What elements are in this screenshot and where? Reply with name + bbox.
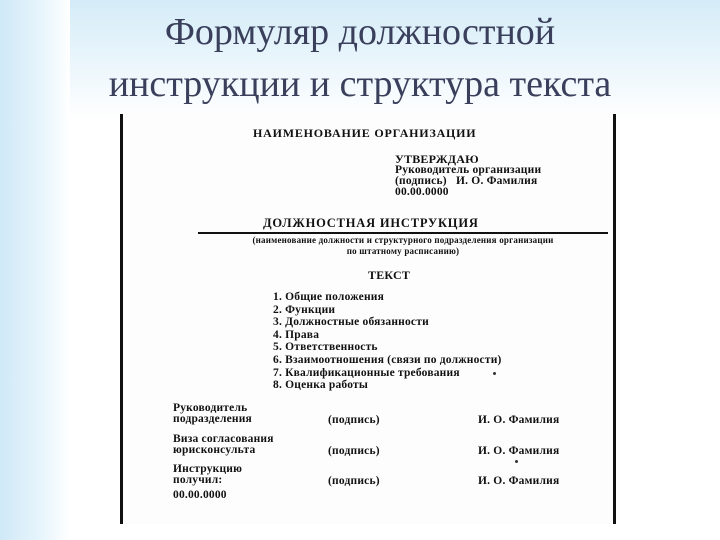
section-item: 4. Права: [273, 328, 320, 341]
section-item: 2. Функции: [273, 303, 336, 316]
approval-signature: (подпись): [395, 175, 447, 187]
signature-role-line2: юрисконсульта: [173, 444, 256, 456]
approval-date: 00.00.0000: [395, 186, 449, 198]
document-scan: [120, 114, 616, 524]
signature-placeholder: (подпись): [328, 414, 380, 426]
scan-speck: [515, 460, 518, 463]
position-note-line1: (наименование должности и структурного подразделения организации: [252, 235, 554, 245]
signature-role-line1: Инструкцию: [173, 463, 243, 475]
section-item: 8. Оценка работы: [273, 379, 369, 392]
section-item: 7. Квалификационные требования: [273, 366, 460, 379]
scan-speck: [493, 372, 496, 375]
section-item: 3. Должностные обязанности: [273, 316, 429, 329]
signature-role-head: [173, 403, 252, 425]
signature-placeholder: (подпись): [328, 475, 380, 487]
signature-role-employee: [173, 464, 242, 486]
approval-name: И. О. Фамилия: [456, 175, 538, 187]
slide-title-line2: инструкции и структура текста: [108, 63, 612, 105]
slide-title: [40, 6, 680, 110]
signature-name: И. О. Фамилия: [478, 445, 560, 457]
approval-block: [395, 154, 541, 198]
document-title: ДОЛЖНОСТНАЯ ИНСТРУКЦИЯ: [263, 216, 479, 230]
approval-heading: УТВЕРЖДАЮ: [395, 152, 479, 166]
signature-name: И. О. Фамилия: [478, 414, 560, 426]
signature-role-line1: Руководитель: [173, 402, 248, 414]
signature-placeholder: (подпись): [328, 445, 380, 457]
text-heading: ТЕКСТ: [368, 268, 411, 282]
signature-role-legal: [173, 434, 274, 456]
signature-name: И. О. Фамилия: [478, 475, 560, 487]
position-note-line2: по штатному расписанию): [346, 246, 460, 256]
title-underline: [198, 232, 608, 234]
final-date: 00.00.0000: [173, 489, 227, 501]
sections-list: [273, 291, 502, 392]
approval-position: Руководитель организации: [395, 164, 542, 176]
signature-role-line2: получил:: [173, 474, 223, 486]
slide-title-line1: Формуляр должностной: [164, 11, 556, 53]
section-item: 1. Общие положения: [273, 291, 385, 303]
section-item: 6. Взаимоотношения (связи по должности): [273, 353, 502, 366]
organization-name: НАИМЕНОВАНИЕ ОРГАНИЗАЦИИ: [253, 126, 477, 140]
signature-role-line1: Виза согласования: [173, 433, 274, 445]
section-item: 5. Ответственность: [273, 341, 378, 354]
position-note: [198, 235, 608, 257]
signature-role-line2: подразделения: [173, 413, 252, 425]
